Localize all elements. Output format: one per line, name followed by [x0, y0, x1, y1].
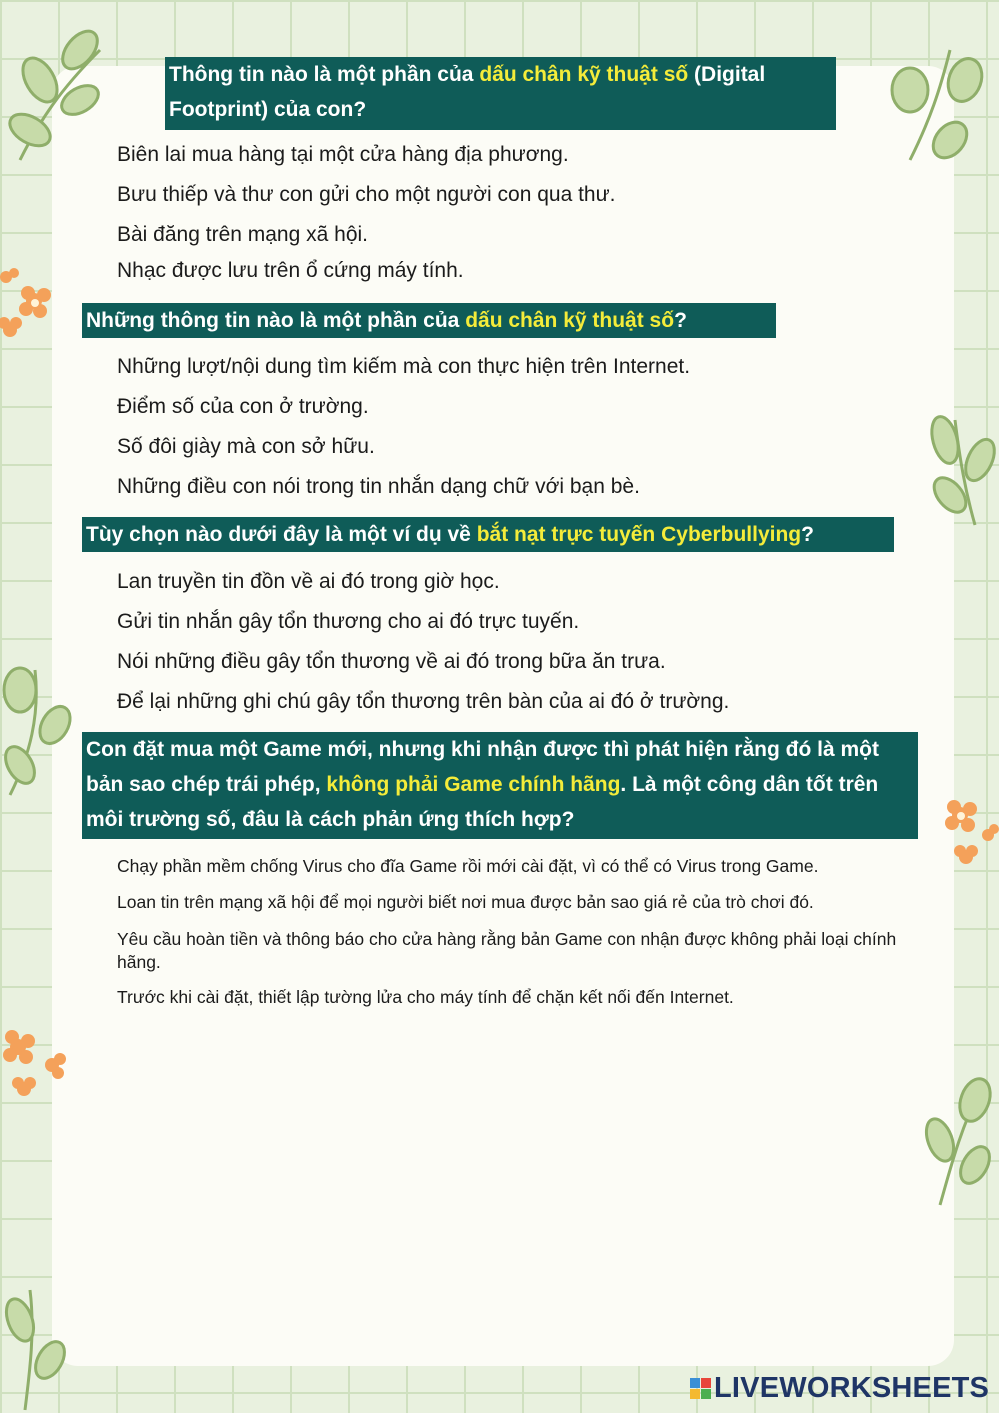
q1-option-1[interactable]: Biên lai mua hàng tại một cửa hàng địa phương.	[117, 143, 569, 166]
q2-option-1[interactable]: Những lượt/nội dung tìm kiếm mà con thực hiện trên Internet.	[117, 355, 691, 378]
question-1	[165, 57, 836, 130]
q3-option-2[interactable]: Gửi tin nhắn gây tổn thương cho ai đó trực tuyến.	[117, 610, 580, 633]
liveworksheets-brand	[690, 1372, 989, 1404]
q4-option-1[interactable]: Chạy phần mềm chống Virus cho đĩa Game rồi mới cài đặt, vì có thể có Virus trong Game.	[117, 856, 819, 876]
brand-name: LIVEWORKSHEETS	[714, 1371, 990, 1404]
leaf-branch-decoration	[0, 20, 120, 170]
question-2-text: Những thông tin nào là một phần của	[86, 309, 466, 332]
question-3-text-end: ?	[801, 523, 814, 546]
flower-decoration	[0, 1025, 75, 1110]
q1-option-2[interactable]: Bưu thiếp và thư con gửi cho một người con qua thư.	[117, 183, 616, 206]
q2-option-2[interactable]: Điểm số của con ở trường.	[117, 395, 369, 418]
question-4-text: Con đặt mua một Game mới, nhưng khi nhận được thì phát hiện rằng đó là một bản sao chép trái phép,	[86, 738, 879, 796]
q4-option-4[interactable]: Trước khi cài đặt, thiết lập tường lửa cho máy tính để chặn kết nối đến Internet.	[117, 987, 734, 1007]
question-1-text-end: (Digital Footprint) của con?	[169, 63, 766, 121]
q1-option-4[interactable]: Nhạc được lưu trên ổ cứng máy tính.	[117, 259, 464, 282]
leaf-branch-decoration	[0, 655, 80, 805]
question-1-text: Thông tin nào là một phần của	[169, 63, 480, 86]
leaf-branch-decoration	[915, 400, 999, 530]
question-4-highlight: không phải Game chính hãng	[326, 773, 621, 796]
leaf-branch-decoration	[880, 30, 999, 170]
question-3-text: Tùy chọn nào dưới đây là một ví dụ về	[86, 523, 477, 546]
question-2	[82, 303, 776, 338]
flower-decoration	[0, 265, 60, 345]
question-4	[82, 732, 918, 839]
leaf-branch-decoration	[0, 1280, 70, 1413]
q2-option-4[interactable]: Những điều con nói trong tin nhắn dạng chữ với bạn bè.	[117, 475, 640, 498]
flower-decoration	[940, 795, 999, 875]
q1-option-3[interactable]: Bài đăng trên mạng xã hội.	[117, 223, 368, 246]
question-4-text-end: . Là một công dân tốt trên môi trường số, đâu là cách phản ứng thích hợp?	[86, 773, 879, 831]
question-1-highlight: dấu chân kỹ thuật số	[479, 63, 689, 86]
q4-option-2[interactable]: Loan tin trên mạng xã hội để mọi người biết nơi mua được bản sao giá rẻ của trò chơi đó.	[117, 892, 814, 912]
question-3-highlight: bắt nạt trực tuyến Cyberbullying	[476, 523, 802, 546]
question-3	[82, 517, 894, 552]
liveworksheets-logo-icon	[690, 1378, 711, 1399]
q3-option-3[interactable]: Nói những điều gây tổn thương về ai đó trong bữa ăn trưa.	[117, 650, 666, 673]
q4-option-3[interactable]: Yêu cầu hoàn tiền và thông báo cho cửa hàng rằng bản Game con nhận được không phải loại chính hãng.	[117, 929, 897, 972]
q3-option-1[interactable]: Lan truyền tin đồn về ai đó trong giờ học.	[117, 570, 500, 593]
question-2-highlight: dấu chân kỹ thuật số	[465, 309, 675, 332]
q2-option-3[interactable]: Số đôi giày mà con sở hữu.	[117, 435, 375, 458]
leaf-branch-decoration	[920, 1070, 999, 1210]
q3-option-4[interactable]: Để lại những ghi chú gây tổn thương trên bàn của ai đó ở trường.	[117, 690, 730, 713]
question-2-text-end: ?	[674, 309, 687, 332]
